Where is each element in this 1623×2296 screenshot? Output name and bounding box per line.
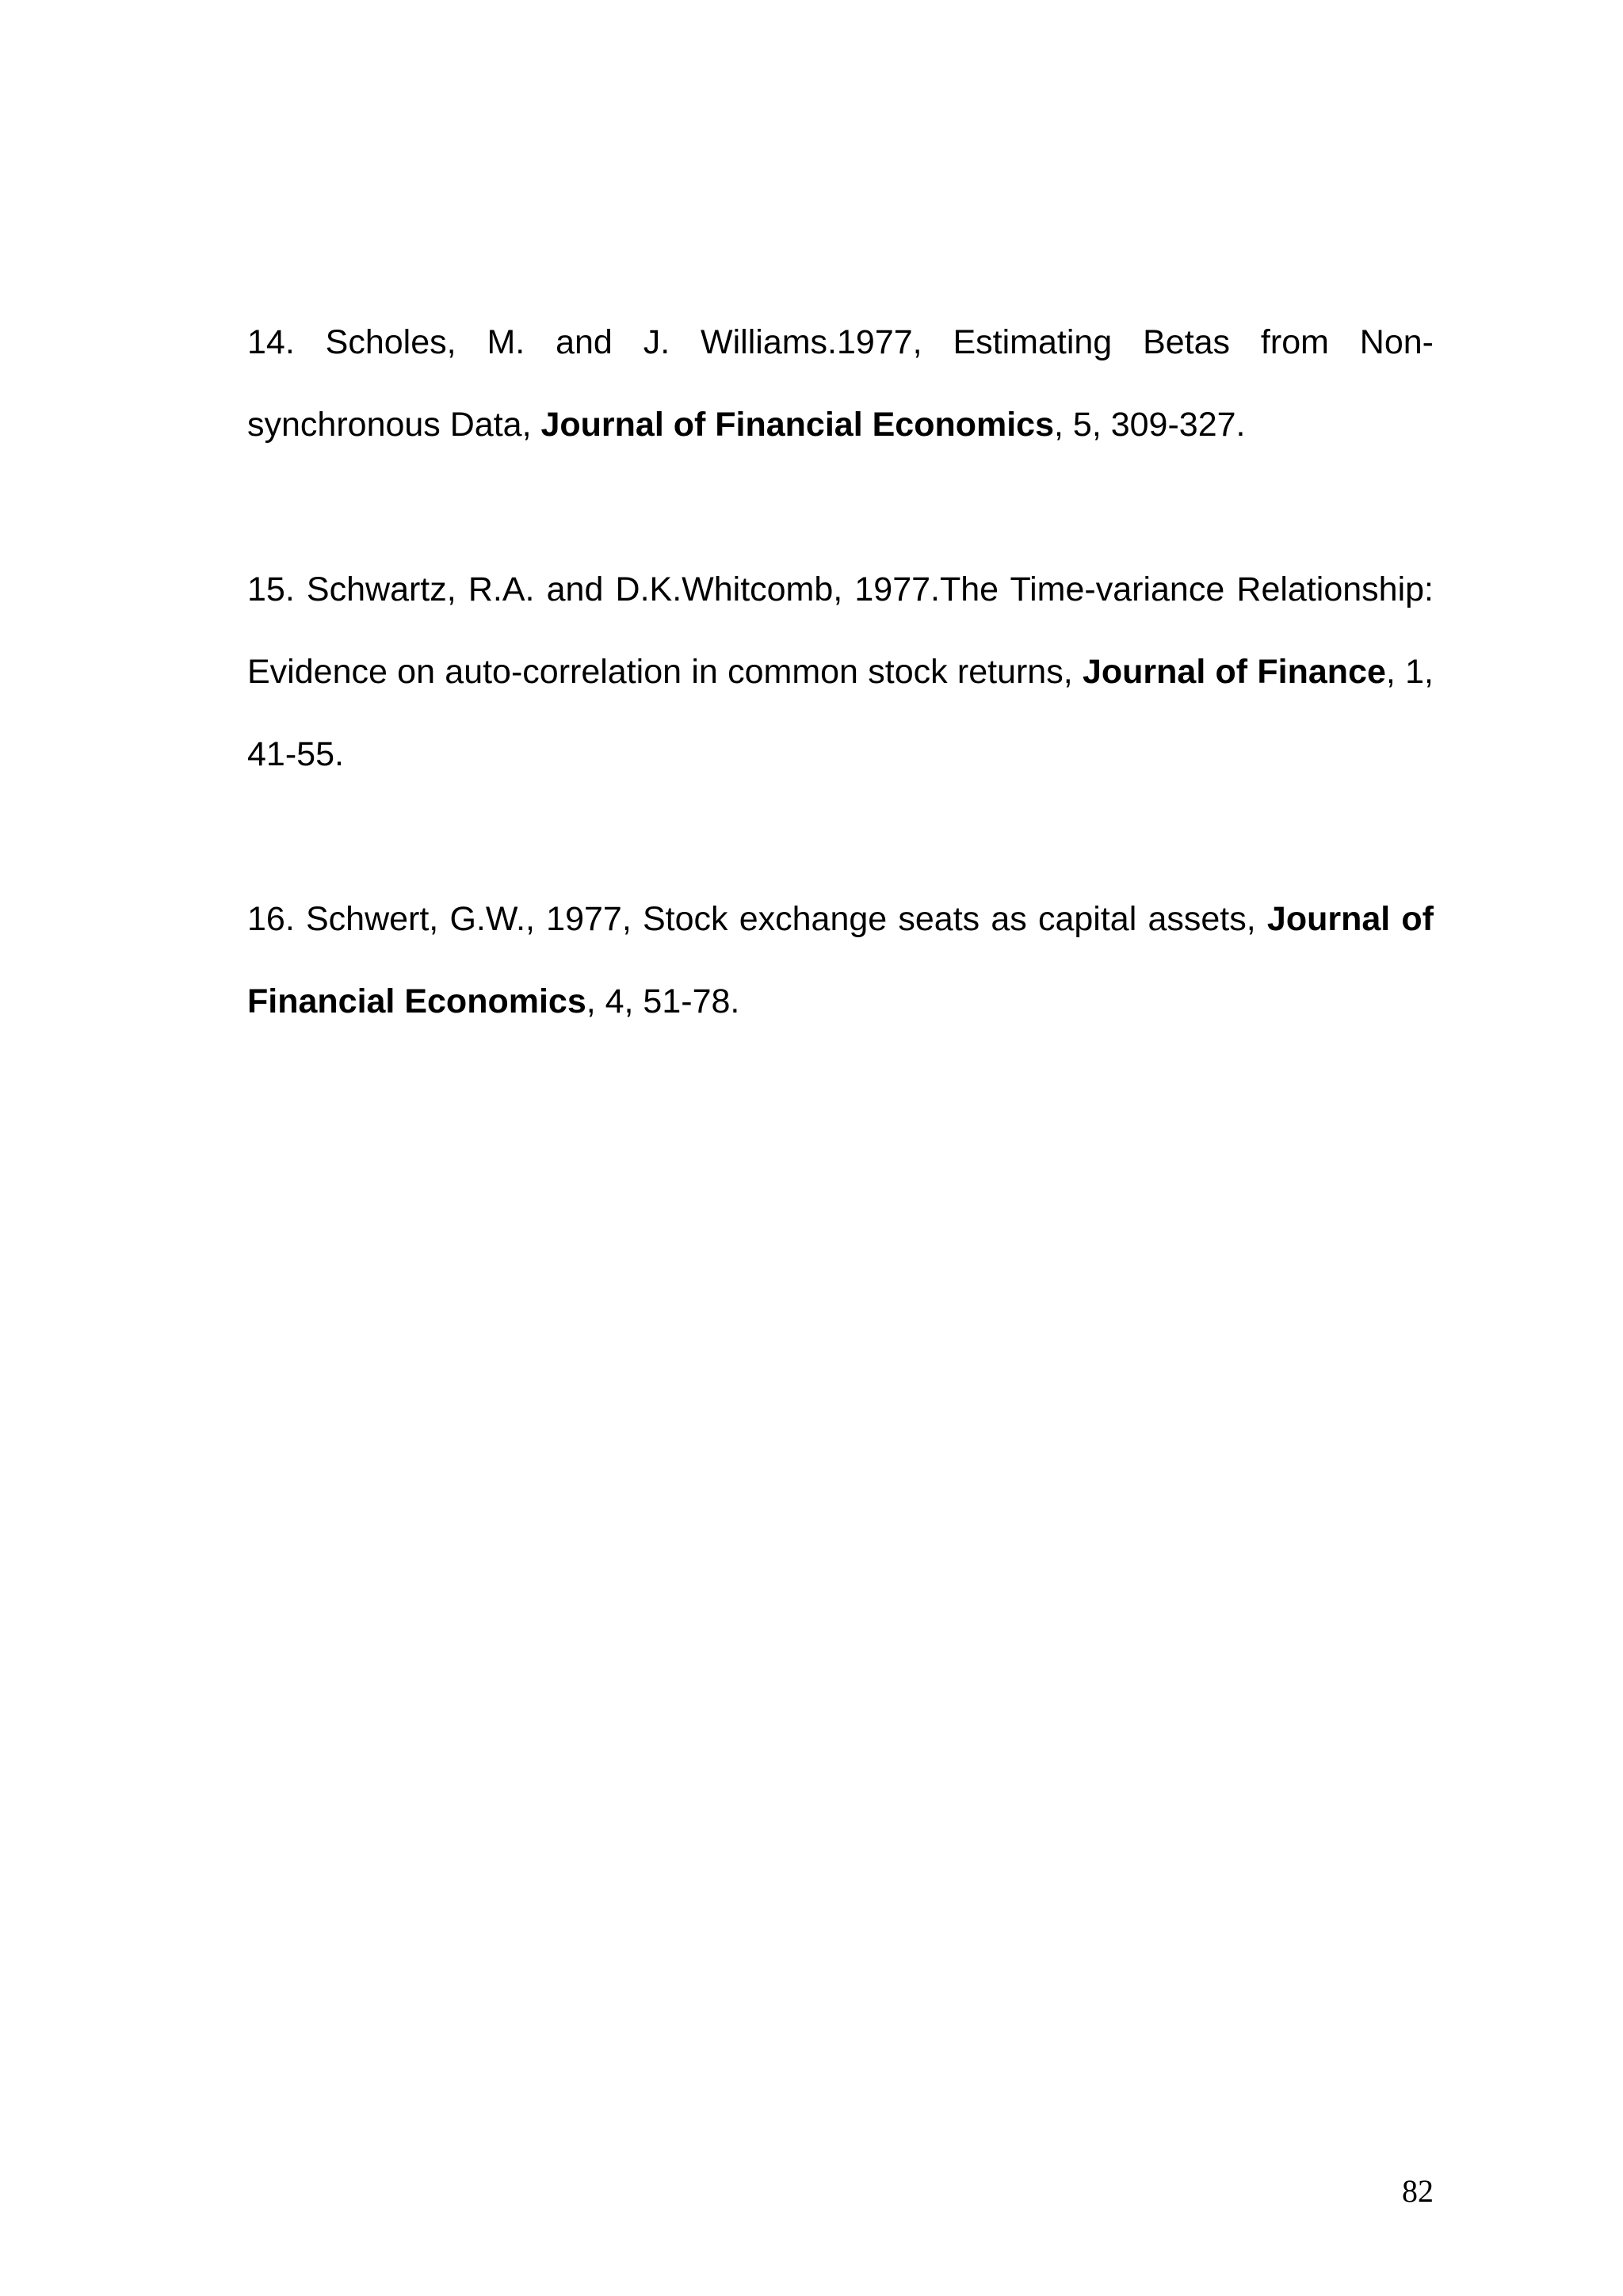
reference-number: 15. — [247, 570, 295, 608]
reference-item — [247, 301, 1434, 466]
journal-name: Journal of Finance — [1082, 653, 1386, 691]
journal-name: Journal of Financial Economics — [540, 406, 1055, 444]
reference-number: 14. — [247, 323, 295, 361]
reference-item — [247, 878, 1434, 1043]
reference-text: Scholes, M. and J. Williams.1977, Estimating Betas from Non-synchronous Data, — [247, 323, 1434, 444]
reference-list — [247, 301, 1434, 1043]
reference-text: Schwert, G.W., 1977, Stock exchange seats as capital assets, — [294, 900, 1267, 938]
journal-name: Journal of Financial Economics — [247, 900, 1434, 1020]
reference-number: 16. — [247, 900, 295, 938]
reference-text: Schwartz, R.A. and D.K.Whitcomb, 1977.The Time-variance Relationship: Evidence on auto-correlation in common stock returns, — [247, 570, 1434, 691]
page-number: 82 — [1402, 2173, 1434, 2209]
reference-details: , 4, 51-78. — [586, 982, 740, 1020]
reference-details: , 5, 309-327. — [1054, 406, 1246, 444]
reference-item — [247, 548, 1434, 795]
reference-details: , 1, 41-55. — [247, 653, 1434, 773]
